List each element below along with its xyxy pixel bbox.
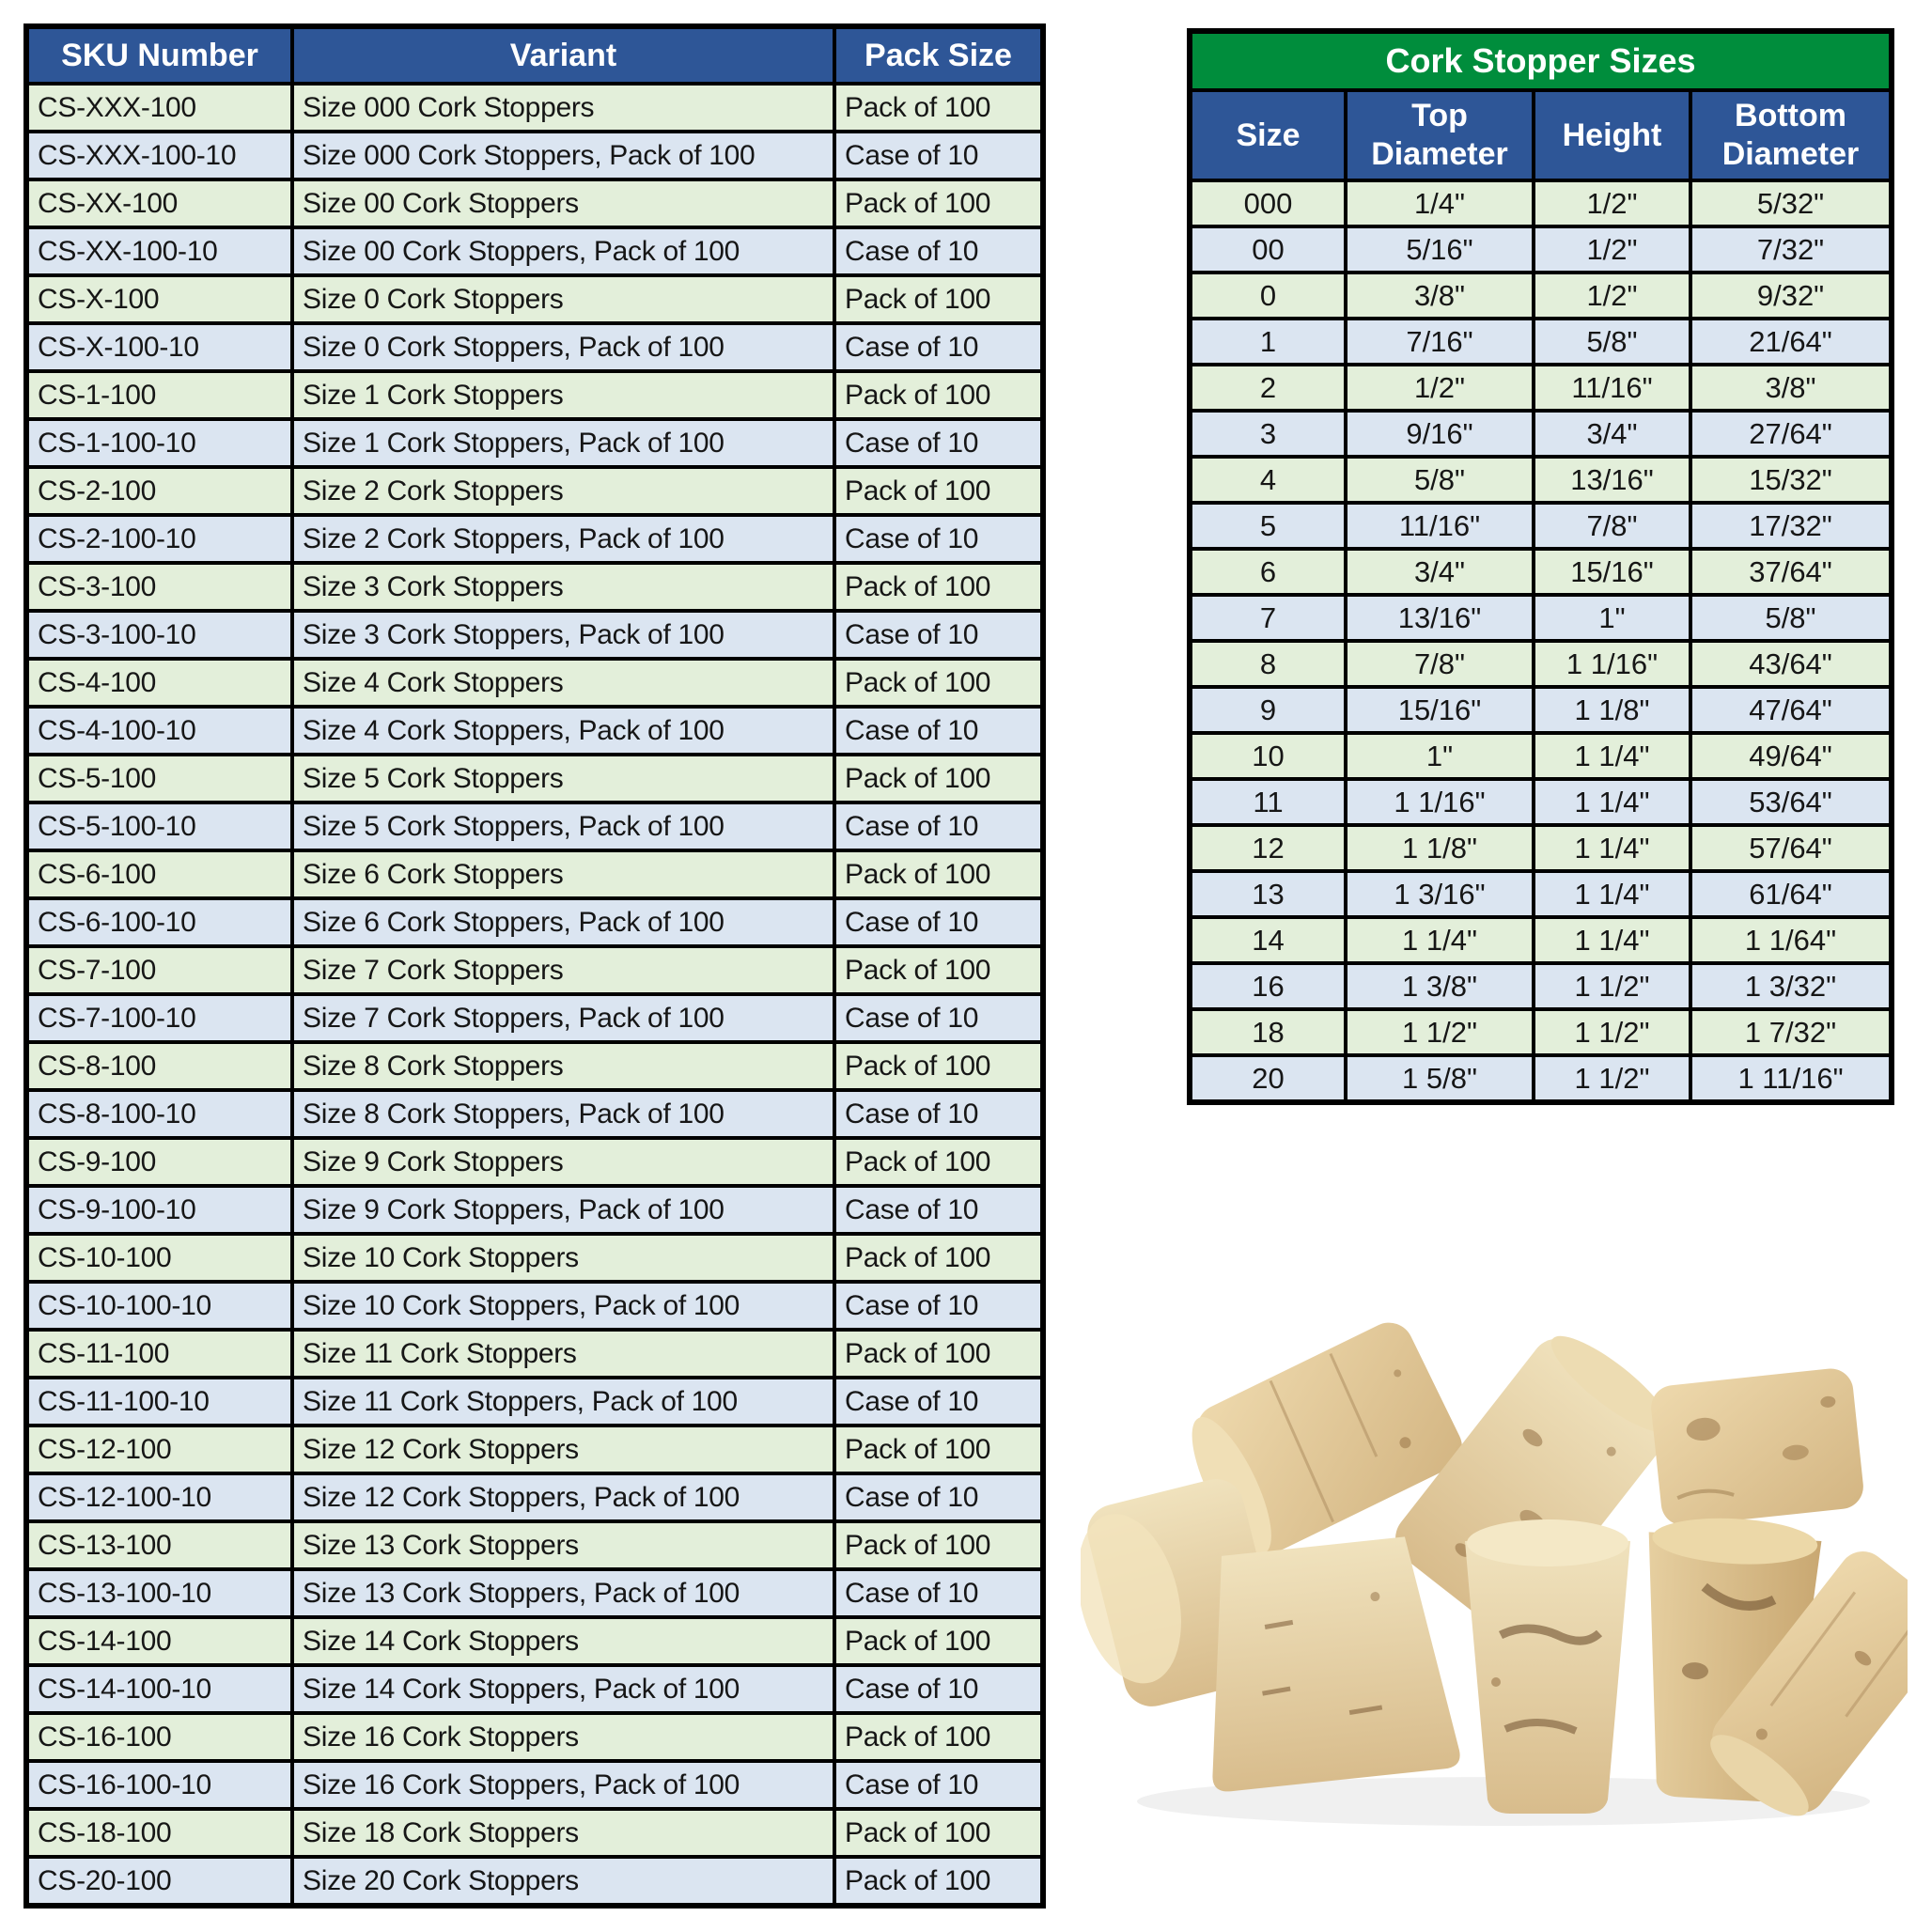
sku-table-header-row [26,26,1043,84]
table-cell: 13/16" [1534,457,1690,503]
table-cell: Size 6 Cork Stoppers [292,850,834,898]
table-row [1190,549,1892,595]
table-cell: 4 [1190,457,1346,503]
table-cell: 0 [1190,273,1346,319]
table-cell: 1 7/32" [1690,1009,1892,1055]
table-cell: Pack of 100 [834,371,1043,419]
table-cell: Size 13 Cork Stoppers [292,1521,834,1569]
table-cell: Case of 10 [834,1378,1043,1426]
table-cell: CS-16-100 [26,1713,292,1761]
table-cell: Size 6 Cork Stoppers, Pack of 100 [292,898,834,946]
table-row [1190,595,1892,641]
table-cell: 1 1/8" [1534,687,1690,733]
table-cell: Size 2 Cork Stoppers [292,467,834,515]
table-cell: Size 10 Cork Stoppers [292,1234,834,1282]
table-cell: CS-XX-100 [26,179,292,227]
table-cell: Size 00 Cork Stoppers, Pack of 100 [292,227,834,275]
table-row [26,227,1043,275]
table-cell: 8 [1190,641,1346,687]
table-cell: Case of 10 [834,1665,1043,1713]
table-cell: 1/4" [1346,180,1534,226]
table-cell: 16 [1190,963,1346,1009]
table-cell: 1 1/8" [1346,825,1534,871]
table-cell: Case of 10 [834,1282,1043,1330]
table-cell: 53/64" [1690,779,1892,825]
table-cell: Size 000 Cork Stoppers, Pack of 100 [292,132,834,179]
table-cell: Size 9 Cork Stoppers [292,1138,834,1186]
table-cell: 27/64" [1690,411,1892,457]
table-row [1190,1055,1892,1102]
table-cell: CS-XX-100-10 [26,227,292,275]
table-cell: CS-7-100-10 [26,994,292,1042]
table-row [26,1282,1043,1330]
table-row [26,515,1043,563]
table-cell: Size 7 Cork Stoppers [292,946,834,994]
table-cell: CS-5-100-10 [26,802,292,850]
table-cell: 1 1/4" [1534,733,1690,779]
table-cell: Case of 10 [834,1186,1043,1234]
table-row [26,898,1043,946]
table-cell: Size 5 Cork Stoppers [292,755,834,802]
table-cell: Size 12 Cork Stoppers, Pack of 100 [292,1473,834,1521]
table-cell: CS-9-100-10 [26,1186,292,1234]
table-cell: 1 1/16" [1534,641,1690,687]
table-row [26,1857,1043,1906]
table-cell: 57/64" [1690,825,1892,871]
table-cell: 1 1/4" [1534,825,1690,871]
table-cell: 7/16" [1346,319,1534,365]
table-row [26,755,1043,802]
table-cell: Case of 10 [834,419,1043,467]
table-cell: 10 [1190,733,1346,779]
table-cell: 9/32" [1690,273,1892,319]
sku-table-body [26,84,1043,1906]
table-cell: 3 [1190,411,1346,457]
table-cell: Size 13 Cork Stoppers, Pack of 100 [292,1569,834,1617]
table-cell: 12 [1190,825,1346,871]
table-cell: 43/64" [1690,641,1892,687]
cork-front-center [1465,1519,1630,1814]
table-cell: 20 [1190,1055,1346,1102]
table-cell: CS-6-100-10 [26,898,292,946]
table-cell: Pack of 100 [834,1330,1043,1378]
table-cell: 15/32" [1690,457,1892,503]
table-cell: Size 1 Cork Stoppers [292,371,834,419]
table-cell: Size 5 Cork Stoppers, Pack of 100 [292,802,834,850]
table-cell: CS-10-100-10 [26,1282,292,1330]
table-cell: Size 11 Cork Stoppers, Pack of 100 [292,1378,834,1426]
table-row [1190,963,1892,1009]
column-header-bottom-diameter: Bottom Diameter [1690,90,1892,180]
table-cell: Size 2 Cork Stoppers, Pack of 100 [292,515,834,563]
table-cell: 7 [1190,595,1346,641]
table-cell: CS-12-100-10 [26,1473,292,1521]
table-cell: Size 4 Cork Stoppers [292,659,834,707]
table-cell: 5/8" [1346,457,1534,503]
table-cell: 7/8" [1346,641,1534,687]
column-header-pack-size: Pack Size [834,26,1043,84]
table-row [1190,411,1892,457]
table-cell: Size 0 Cork Stoppers [292,275,834,323]
table-cell: CS-8-100 [26,1042,292,1090]
table-cell: CS-8-100-10 [26,1090,292,1138]
table-cell: Size 7 Cork Stoppers, Pack of 100 [292,994,834,1042]
table-row [26,1713,1043,1761]
table-cell: Size 8 Cork Stoppers, Pack of 100 [292,1090,834,1138]
table-cell: 15/16" [1346,687,1534,733]
table-cell: 1 3/8" [1346,963,1534,1009]
table-cell: Case of 10 [834,707,1043,755]
table-cell: 49/64" [1690,733,1892,779]
table-cell: 1 1/16" [1346,779,1534,825]
table-cell: 1 11/16" [1690,1055,1892,1102]
table-row [26,1473,1043,1521]
table-row [1190,733,1892,779]
table-row [26,371,1043,419]
table-cell: 1 1/2" [1346,1009,1534,1055]
table-cell: 3/8" [1346,273,1534,319]
table-cell: CS-XXX-100-10 [26,132,292,179]
table-row [26,323,1043,371]
table-cell: Size 16 Cork Stoppers, Pack of 100 [292,1761,834,1809]
table-row [26,419,1043,467]
table-cell: 1 1/4" [1534,871,1690,917]
table-cell: 6 [1190,549,1346,595]
table-cell: 1/2" [1534,226,1690,273]
table-cell: 1/2" [1534,180,1690,226]
table-cell: 47/64" [1690,687,1892,733]
table-cell: CS-XXX-100 [26,84,292,132]
table-row [26,994,1043,1042]
table-row [1190,226,1892,273]
table-row [26,707,1043,755]
table-cell: Pack of 100 [834,755,1043,802]
table-row [26,1330,1043,1378]
table-row [26,275,1043,323]
table-cell: Pack of 100 [834,850,1043,898]
table-cell: CS-14-100 [26,1617,292,1665]
table-cell: Pack of 100 [834,1521,1043,1569]
table-row [1190,319,1892,365]
table-cell: CS-2-100-10 [26,515,292,563]
table-cell: Pack of 100 [834,1138,1043,1186]
table-cell: CS-2-100 [26,467,292,515]
table-cell: Size 000 Cork Stoppers [292,84,834,132]
table-cell: Pack of 100 [834,1426,1043,1473]
table-cell: 9/16" [1346,411,1534,457]
cork-stopper-sizes-table [1187,28,1894,1105]
table-cell: CS-13-100 [26,1521,292,1569]
table-row [1190,180,1892,226]
table-cell: CS-10-100 [26,1234,292,1282]
column-header-variant: Variant [292,26,834,84]
size-table-body [1190,180,1892,1102]
table-row [26,563,1043,611]
table-cell: Pack of 100 [834,1857,1043,1906]
table-row [26,84,1043,132]
table-cell: 1 3/32" [1690,963,1892,1009]
table-cell: Pack of 100 [834,1234,1043,1282]
table-row [26,1426,1043,1473]
table-cell: 18 [1190,1009,1346,1055]
table-cell: 61/64" [1690,871,1892,917]
table-cell: 1" [1346,733,1534,779]
table-row [1190,779,1892,825]
table-cell: 13/16" [1346,595,1534,641]
table-cell: 5/8" [1534,319,1690,365]
table-cell: CS-9-100 [26,1138,292,1186]
table-cell: Case of 10 [834,611,1043,659]
table-cell: Case of 10 [834,132,1043,179]
table-cell: Size 20 Cork Stoppers [292,1857,834,1906]
table-cell: CS-X-100-10 [26,323,292,371]
table-cell: 14 [1190,917,1346,963]
table-cell: 3/4" [1346,549,1534,595]
table-row [26,1186,1043,1234]
table-row [1190,273,1892,319]
table-cell: CS-1-100-10 [26,419,292,467]
table-row [1190,1009,1892,1055]
table-row [26,1665,1043,1713]
table-cell: CS-5-100 [26,755,292,802]
table-cell: Size 9 Cork Stoppers, Pack of 100 [292,1186,834,1234]
table-row [1190,457,1892,503]
table-cell: Pack of 100 [834,84,1043,132]
table-cell: Case of 10 [834,1090,1043,1138]
table-cell: 1" [1534,595,1690,641]
table-cell: Size 1 Cork Stoppers, Pack of 100 [292,419,834,467]
table-cell: CS-14-100-10 [26,1665,292,1713]
table-row [26,1761,1043,1809]
table-cell: 5 [1190,503,1346,549]
table-cell: Size 11 Cork Stoppers [292,1330,834,1378]
table-row [26,1090,1043,1138]
table-cell: Size 12 Cork Stoppers [292,1426,834,1473]
table-cell: 00 [1190,226,1346,273]
size-table-title-row [1190,31,1892,90]
table-cell: 1 1/2" [1534,963,1690,1009]
table-cell: Case of 10 [834,323,1043,371]
table-cell: CS-20-100 [26,1857,292,1906]
table-row [26,1809,1043,1857]
table-cell: Case of 10 [834,1569,1043,1617]
table-cell: 1 1/4" [1534,779,1690,825]
table-cell: CS-11-100-10 [26,1378,292,1426]
table-row [26,1042,1043,1090]
table-cell: 15/16" [1534,549,1690,595]
table-cell: Size 14 Cork Stoppers, Pack of 100 [292,1665,834,1713]
table-cell: CS-12-100 [26,1426,292,1473]
table-cell: CS-1-100 [26,371,292,419]
table-cell: CS-13-100-10 [26,1569,292,1617]
table-cell: 000 [1190,180,1346,226]
table-cell: Pack of 100 [834,1617,1043,1665]
table-cell: 5/32" [1690,180,1892,226]
table-cell: Pack of 100 [834,563,1043,611]
table-row [1190,687,1892,733]
table-cell: 7/32" [1690,226,1892,273]
table-cell: Size 3 Cork Stoppers, Pack of 100 [292,611,834,659]
table-cell: 11/16" [1534,365,1690,411]
table-cell: 1 1/4" [1534,917,1690,963]
table-cell: Case of 10 [834,1473,1043,1521]
table-row [1190,825,1892,871]
table-cell: CS-16-100-10 [26,1761,292,1809]
table-cell: Size 14 Cork Stoppers [292,1617,834,1665]
table-cell: Size 10 Cork Stoppers, Pack of 100 [292,1282,834,1330]
table-row [1190,871,1892,917]
table-row [26,611,1043,659]
table-row [1190,917,1892,963]
table-cell: Pack of 100 [834,179,1043,227]
table-cell: Size 3 Cork Stoppers [292,563,834,611]
size-table-header-row [1190,90,1892,180]
table-cell: Pack of 100 [834,1809,1043,1857]
column-header-top-diameter: Top Diameter [1346,90,1534,180]
table-cell: CS-3-100-10 [26,611,292,659]
table-cell: 9 [1190,687,1346,733]
table-cell: 1/2" [1346,365,1534,411]
table-cell: Size 00 Cork Stoppers [292,179,834,227]
sku-table [23,23,1046,1909]
table-cell: Pack of 100 [834,1713,1043,1761]
table-cell: 5/16" [1346,226,1534,273]
table-cell: Pack of 100 [834,659,1043,707]
table-cell: 13 [1190,871,1346,917]
table-row [1190,503,1892,549]
cork-front-left [1190,1534,1461,1793]
table-cell: 1 1/2" [1534,1055,1690,1102]
column-header-size: Size [1190,90,1346,180]
table-cell: 1 5/8" [1346,1055,1534,1102]
table-cell: Case of 10 [834,994,1043,1042]
table-cell: Size 16 Cork Stoppers [292,1713,834,1761]
table-cell: Case of 10 [834,1761,1043,1809]
table-cell: CS-7-100 [26,946,292,994]
table-cell: CS-11-100 [26,1330,292,1378]
table-row [26,1378,1043,1426]
table-row [26,850,1043,898]
table-cell: CS-4-100 [26,659,292,707]
table-cell: Size 18 Cork Stoppers [292,1809,834,1857]
table-row [26,946,1043,994]
size-table-title: Cork Stopper Sizes [1190,31,1892,90]
table-row [1190,641,1892,687]
table-cell: Case of 10 [834,898,1043,946]
table-row [26,1234,1043,1282]
table-cell: Case of 10 [834,515,1043,563]
table-row [26,179,1043,227]
table-cell: 3/8" [1690,365,1892,411]
table-cell: 17/32" [1690,503,1892,549]
table-cell: CS-3-100 [26,563,292,611]
table-cell: 2 [1190,365,1346,411]
table-cell: 11/16" [1346,503,1534,549]
table-cell: 1 1/64" [1690,917,1892,963]
table-cell: 1 3/16" [1346,871,1534,917]
table-cell: 21/64" [1690,319,1892,365]
table-cell: Case of 10 [834,802,1043,850]
column-header-height: Height [1534,90,1690,180]
table-cell: CS-4-100-10 [26,707,292,755]
table-cell: 1 1/4" [1346,917,1534,963]
table-cell: 5/8" [1690,595,1892,641]
table-cell: 3/4" [1534,411,1690,457]
table-cell: 1 1/2" [1534,1009,1690,1055]
cork-top-right [1649,1366,1865,1528]
table-row [1190,365,1892,411]
table-row [26,1569,1043,1617]
table-cell: Size 4 Cork Stoppers, Pack of 100 [292,707,834,755]
table-cell: 1/2" [1534,273,1690,319]
table-row [26,659,1043,707]
table-cell: CS-X-100 [26,275,292,323]
table-cell: 11 [1190,779,1346,825]
table-cell: Pack of 100 [834,275,1043,323]
table-row [26,132,1043,179]
table-cell: Case of 10 [834,227,1043,275]
table-cell: Size 8 Cork Stoppers [292,1042,834,1090]
column-header-sku-number: SKU Number [26,26,292,84]
table-cell: CS-6-100 [26,850,292,898]
table-cell: CS-18-100 [26,1809,292,1857]
table-row [26,1138,1043,1186]
cork-stoppers-photo [1081,1311,1908,1846]
table-row [26,1521,1043,1569]
table-cell: 37/64" [1690,549,1892,595]
table-row [26,802,1043,850]
table-cell: Pack of 100 [834,1042,1043,1090]
table-cell: 7/8" [1534,503,1690,549]
table-cell: 1 [1190,319,1346,365]
table-cell: Size 0 Cork Stoppers, Pack of 100 [292,323,834,371]
table-row [26,1617,1043,1665]
table-cell: Pack of 100 [834,467,1043,515]
table-row [26,467,1043,515]
table-cell: Pack of 100 [834,946,1043,994]
